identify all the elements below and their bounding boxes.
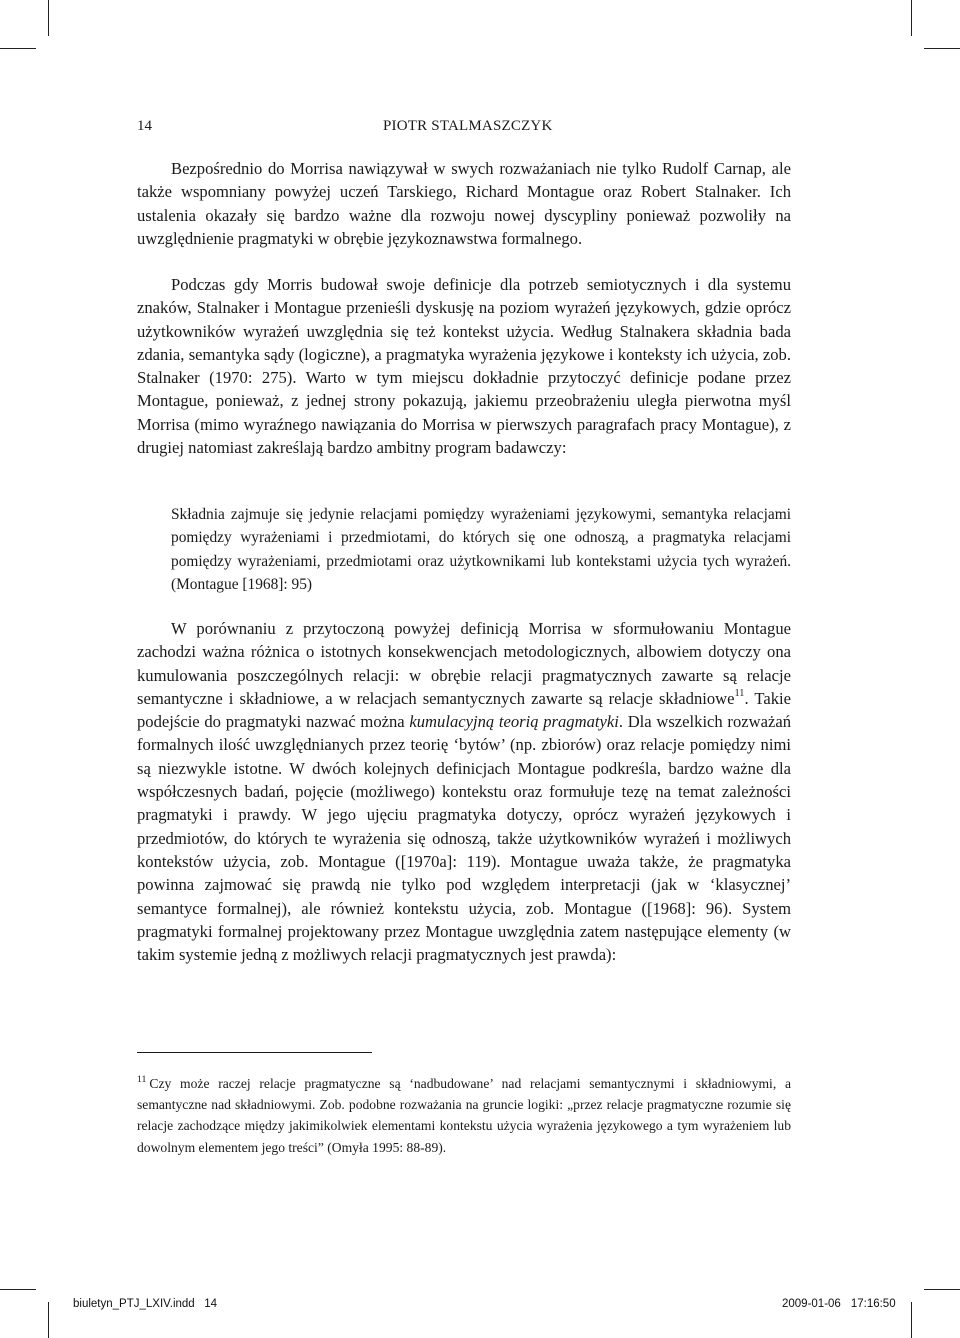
crop-mark [911,0,912,36]
slug-date: 2009-01-06 [782,1298,841,1310]
quote-text: Składnia zajmuje się jedynie relacjami pomiędzy wyrażeniami językowymi, semantyka relacjami pomiędzy wyrażeniami i przedmiotami, do których się one odnoszą, a pragmatyka relacjami pomiędzy wyrażeniami, przedmiotami oraz użytkownikami lub kontekstami użycia tych wyrażeń. (Montague [1968]: 95) [171,506,791,593]
footnote [137,1073,791,1158]
slug-time: 17:16:50 [850,1298,896,1310]
crop-mark [924,1289,960,1290]
slug-timestamp [782,1297,896,1311]
block-quote [171,503,791,596]
paragraph-text-part: . Dla wszelkich rozważań formalnych ilość uwzględnianych przez teorię ‘bytów’ (np. zbiorów) oraz relacje pomiędzy nimi są niezwykle istotne. W dwóch kolejnych definicjach Montague podkreśla, bardzo ważne dla współczesnych badań, pojęcie (możliwego) kontekstu oraz formułuje tezę na temat zależności pragmatyki i prawdy. W jego ujęciu pragmatyka dotyczy, oprócz wyrażeń językowych i przedmiotów, do których te wyrażenia się odnoszą, także użytkowników wyrażeń i możliwych kontekstów użycia, zob. Montague ([1970a]: 119). Montague uważa także, że pragmatyka powinna zajmować się prawdą nie tylko pod względem interpretacji (jak w ‘klasycznej’ semantyce formalnej), ale również kontekstu użycia, zob. Montague ([1968]: 96). System pragmatyki formalnej projektowany przez Montague uwzględnia zatem następujące elementy (w takim systemie jedną z możliwych relacji pragmatycznych jest prawda): [137,712,791,965]
running-title: PIOTR STALMASZCZYK [383,118,553,134]
paragraph-text-part: . Takie podejście do pragmatyki nazwać można [137,688,791,732]
crop-mark [911,1302,912,1338]
body-paragraph [137,157,791,250]
crop-mark [0,1289,36,1290]
body-paragraph [137,273,791,459]
paragraph-text: Podczas gdy Morris budował swoje definicje dla potrzeb semiotycznych i dla systemu znaków, Stalnaker i Montague przenieśli dyskusję na poziom wyrażeń językowych, gdzie oprócz użytkowników wyrażeń uwzględnia się też kontekst użycia. Według Stalnakera składnia bada zdania, semantyka sądy (logiczne), a pragmatyka wyrażenia językowe i konteksty ich użycia, zob. Stalnaker (1970: 275). Warto w tym miejscu dokładnie przytoczyć definicje podane przez Montague, ponieważ, z jednej strony pokazują, jakiemu przeobrażeniu uległa pierwotna myśl Morrisa (mimo wyraźnego nawiązania do Morrisa w pierwszych paragrafach pracy Montague), z drugiej natomiast zakreślają bardzo ambitny program badawczy: [137,275,791,458]
footnote-number: 11 [137,1074,147,1086]
page-number: 14 [137,118,152,134]
running-head [137,116,790,136]
footnote-body: Czy może raczej relacje pragmatyczne są ‘nadbudowane’ nad relacjami semantycznymi i składniowymi, a semantyczne nad składniowymi. Zob. podobne rozważania na gruncie logiki: „przez relacje pragmatyczne rozumie się relacje zachodzące między jakimikolwiek elementami kontekstu użycia wyrażenia językowego a tym wyrażeniem lub dowolnym elementem jego treści” (Omyła 1995: 88-89). [137,1076,791,1155]
italic-term: kumulacyjną teorią pragmatyki [409,712,619,732]
paragraph-text-part: W porównaniu z przytoczoną powyżej definicją Morrisa w sformułowaniu Montague zachodzi ważna różnica o istotnych konsekwencjach metodologicznych, albowiem dotyczy ona kumulowania poszczególnych relacji: w obrębie relacji pragmatycznych zawarte są relacje semantyczne i składniowe, a w relacjach semantycznych zawarte są relacje składniowe [137,619,791,708]
slug-filename: biuletyn_PTJ_LXIV.indd 14 [73,1298,218,1310]
footnote-reference[interactable]: 11 [734,688,745,700]
crop-mark [924,48,960,49]
paragraph-text: Bezpośrednio do Morrisa nawiązywał w swych rozważaniach nie tylko Rudolf Carnap, ale także wspomniany powyżej uczeń Tarskiego, Richard Montague oraz Robert Stalnaker. Ich ustalenia okazały się bardzo ważne dla rozwoju nowej dyscypliny ponieważ pozwoliły na uwzględnienie pragmatyki w obrębie językoznawstwa formalnego. [137,159,791,248]
body-paragraph [137,617,791,966]
crop-mark [48,1302,49,1338]
footnote-separator [137,1052,372,1053]
paragraph-text [137,617,791,966]
footnote-text [137,1073,791,1158]
crop-mark [0,48,36,49]
crop-mark [48,0,49,36]
